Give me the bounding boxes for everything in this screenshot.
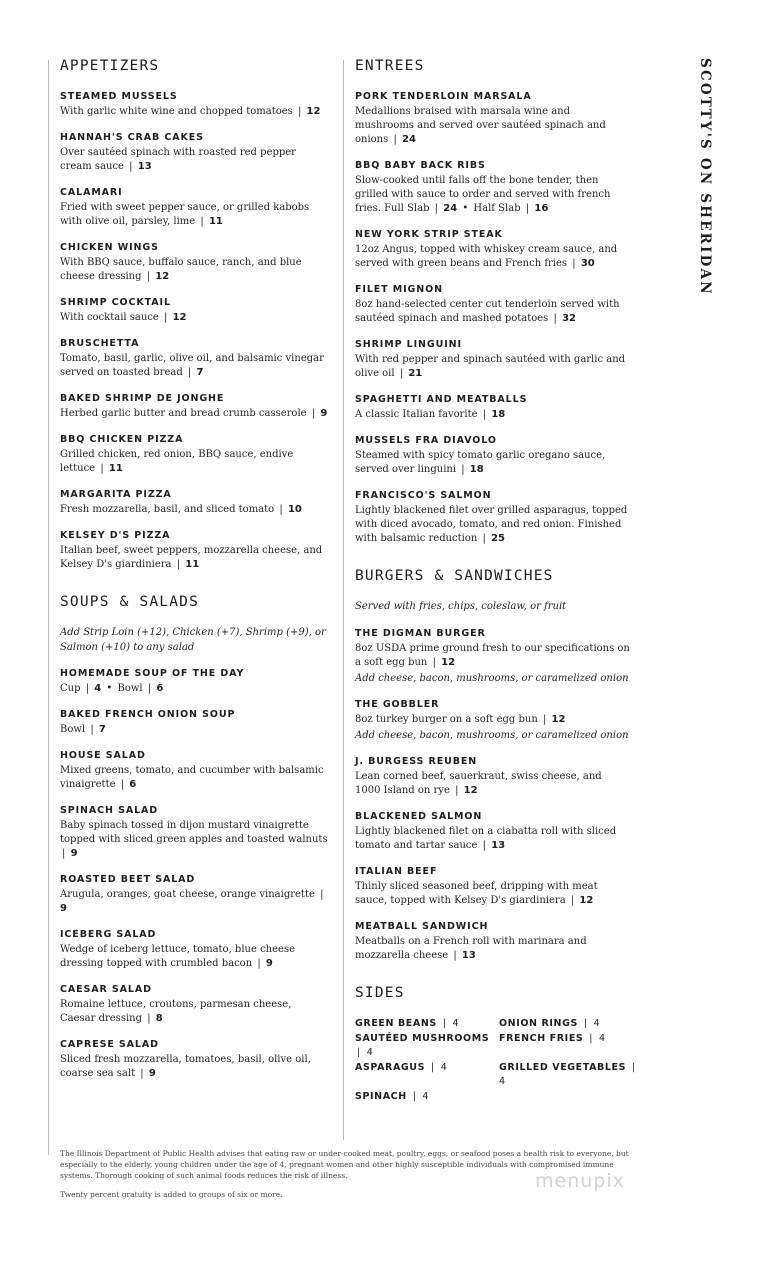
side-price: 4 (440, 1061, 448, 1073)
description-text: Cup (60, 683, 81, 694)
side-price: 4 (452, 1017, 460, 1029)
item-name: CAESAR SALAD (60, 984, 152, 995)
side-item (355, 1090, 499, 1104)
item-price: 12 (579, 894, 594, 906)
description-text: Steamed with spicy tomato garlic oregano sauce, served over linguini (355, 450, 606, 475)
item-price: 12 (155, 271, 170, 282)
price-separator: | (200, 216, 204, 227)
item-addons: Add cheese, bacon, mushrooms, or caramelized onion (355, 729, 629, 741)
item-price: 9 (70, 848, 78, 859)
description-text: Lean corned beef, sauerkraut, swiss cheese, and 1000 Island on rye (355, 770, 602, 796)
description-text: A classic Italian favorite (355, 409, 478, 420)
column-divider-rule (343, 60, 344, 1140)
item-price: 4 (94, 683, 102, 694)
item-name: FILET MIGNON (355, 284, 443, 295)
price-separator: | (187, 367, 192, 378)
menu-item (60, 804, 328, 861)
item-description (355, 880, 630, 908)
item-description (355, 243, 630, 271)
price-separator: | (553, 313, 557, 324)
appetizers-list (60, 90, 328, 572)
item-price: 32 (562, 313, 576, 324)
item-description (355, 449, 630, 477)
description-text: Wedge of iceberg lettuce, tomato, blue cheese dressing topped with crumbled bacon (60, 944, 295, 969)
menu-item (60, 433, 328, 476)
menu-item (355, 90, 630, 147)
price-separator: | (279, 504, 283, 515)
description-text: 8oz USDA prime ground fresh to our specifications on a soft egg bun (355, 642, 630, 668)
menu-item (60, 241, 328, 284)
item-price: 9 (60, 903, 67, 914)
menu-item (355, 810, 630, 853)
item-price: 7 (98, 724, 106, 735)
menu-item (355, 338, 630, 381)
portion-label: Bowl (117, 683, 143, 694)
price-separator: | (542, 713, 547, 725)
item-description (355, 174, 630, 216)
salad-addons-note (60, 626, 328, 655)
menu-item (60, 186, 328, 229)
item-price: 9 (265, 958, 273, 969)
item-addons: Add cheese, bacon, mushrooms, or caramelized onion (355, 672, 629, 684)
item-name: CALAMARI (60, 187, 123, 198)
menu-item (355, 434, 630, 477)
soups-salads-list (60, 667, 328, 1081)
price-separator: | (62, 848, 66, 859)
description-text: 8oz hand-selected center cut tenderloin served with sautéed spinach and mashed potatoes (355, 299, 620, 324)
menu-item (355, 283, 630, 326)
burgers-sandwiches-heading: BURGERS & SANDWICHES (355, 568, 554, 584)
item-name: BAKED FRENCH ONION SOUP (60, 709, 236, 720)
item-name: ROASTED BEET SALAD (60, 874, 196, 885)
item-name: THE GOBBLER (355, 698, 440, 710)
item-price: 11 (185, 559, 200, 570)
item-name: BBQ BABY BACK RIBS (355, 160, 486, 171)
menu-item (355, 489, 630, 546)
item-description (355, 825, 630, 853)
item-name: SPINACH SALAD (60, 805, 159, 816)
side-name: ASPARAGUS (355, 1061, 426, 1073)
item-price: 13 (491, 839, 506, 851)
item-description (60, 503, 328, 517)
price-separator: | (164, 312, 168, 323)
side-name: SAUTÉED MUSHROOMS (355, 1032, 490, 1044)
menu-item (60, 131, 328, 174)
description-text: Fresh mozzarella, basil, and sliced tomato (60, 504, 275, 515)
item-description (60, 819, 328, 861)
side-price: 4 (599, 1032, 606, 1044)
price-separator: | (482, 409, 487, 420)
item-name: SHRIMP COCKTAIL (60, 297, 171, 308)
item-name: HOMEMADE SOUP OF THE DAY (60, 668, 245, 679)
item-description (355, 408, 630, 422)
item-description (355, 504, 630, 546)
item-description (60, 105, 328, 119)
menu-item (355, 865, 630, 908)
description-text: Herbed garlic butter and bread crumb casserole (60, 408, 307, 419)
item-description (60, 764, 328, 792)
item-price: 12 (172, 312, 187, 323)
item-name: STEAMED MUSSELS (60, 91, 178, 102)
side-item (499, 1032, 639, 1060)
watermark-logo: menupix (535, 1170, 625, 1192)
item-name: BRUSCHETTA (60, 338, 140, 349)
menu-item (60, 1038, 328, 1081)
item-name: MARGARITA PIZZA (60, 489, 172, 500)
description-text: With cocktail sauce (60, 312, 159, 323)
description-text: Thinly sliced seasoned beef, dripping with meat sauce, topped with Kelsey D's giardiniera (355, 880, 598, 906)
price-separator: | (434, 203, 439, 214)
price-separator: | (129, 161, 133, 172)
gratuity-notice: Twenty percent gratuity is added to groups of six or more. (60, 1190, 283, 1199)
soups-salads-heading: SOUPS & SALADS (60, 594, 200, 610)
description-text: Slow-cooked until falls off the bone tender, then grilled with sauce to order and served with french fries. (355, 175, 611, 214)
price-separator: | (482, 533, 486, 544)
price-separator: | (442, 1017, 447, 1029)
description-text: Over sautéed spinach with roasted red pepper cream sauce (60, 147, 296, 172)
menu-item (60, 873, 328, 916)
item-description (60, 201, 328, 229)
price-separator: | (432, 656, 436, 668)
sides-heading: SIDES (355, 984, 405, 1001)
side-item (355, 1017, 499, 1031)
appetizers-heading: APPETIZERS (60, 58, 160, 74)
salad-addons-text: Add Strip Loin (+12), Chicken (+7), Shrimp (+9), or Salmon (+10) to any salad (60, 627, 326, 653)
item-description (355, 770, 630, 798)
price-separator: | (120, 779, 125, 790)
price-separator: | (461, 464, 465, 475)
restaurant-name: SCOTTY'S ON SHERIDAN (697, 58, 713, 296)
menu-item (355, 159, 630, 216)
item-price: 9 (148, 1068, 156, 1079)
portion-price: 6 (156, 683, 164, 694)
menu-item (355, 228, 630, 271)
description-text: Bowl (60, 724, 86, 735)
item-description (60, 544, 328, 572)
item-price: 18 (491, 409, 506, 420)
price-separator: | (482, 839, 486, 851)
item-description (60, 682, 328, 696)
menu-item (355, 393, 630, 422)
price-separator: | (570, 894, 575, 906)
menu-item (355, 698, 630, 743)
price-separator: | (430, 1061, 435, 1073)
menu-item (60, 529, 328, 572)
item-price: 11 (108, 463, 123, 474)
item-name: BBQ CHICKEN PIZZA (60, 434, 184, 445)
item-description (60, 256, 328, 284)
item-price: 7 (196, 367, 204, 378)
item-description (60, 1053, 328, 1081)
side-price: 4 (366, 1046, 374, 1058)
description-text: Grilled chicken, red onion, BBQ sauce, endive lettuce (60, 449, 294, 474)
sides-list (355, 1017, 636, 1104)
item-price: 21 (408, 368, 423, 379)
portion-price: 24 (443, 203, 458, 214)
menu-item (60, 983, 328, 1026)
price-separator: | (90, 724, 94, 735)
portion-price: 16 (534, 203, 549, 214)
item-description (355, 935, 630, 963)
menu-item (60, 749, 328, 792)
price-separator: | (85, 683, 90, 694)
price-separator: | (147, 683, 152, 694)
bullet-separator: • (459, 203, 472, 214)
description-text: Italian beef, sweet peppers, mozzarella cheese, and Kelsey D's giardiniera (60, 545, 323, 570)
burgers-list (355, 627, 630, 963)
item-description (60, 352, 328, 380)
description-text: Mixed greens, tomato, and cucumber with balsamic vinaigrette (60, 765, 324, 790)
price-separator: | (297, 106, 302, 117)
description-text: 12oz Angus, topped with whiskey cream sauce, and served with green beans and French fries (355, 244, 618, 269)
item-description (355, 713, 630, 727)
price-separator: | (100, 463, 104, 474)
price-separator: | (311, 408, 316, 419)
portion-label: Full Slab (384, 203, 430, 214)
description-text: Sliced fresh mozzarella, tomatoes, basil, olive oil, coarse sea salt (60, 1054, 311, 1079)
menu-item (60, 296, 328, 325)
item-name: KELSEY D'S PIZZA (60, 530, 171, 541)
item-price: 12 (306, 106, 321, 117)
menu-item (60, 708, 328, 737)
side-item (499, 1017, 639, 1031)
price-separator: | (525, 203, 530, 214)
item-name: HANNAH'S CRAB CAKES (60, 132, 204, 143)
item-name: HOUSE SALAD (60, 750, 146, 761)
item-name: MUSSELS FRA DIAVOLO (355, 435, 497, 446)
price-separator: | (176, 559, 181, 570)
item-price: 11 (208, 216, 223, 227)
item-price: 12 (463, 784, 478, 796)
burgers-served-with-note: Served with fries, chips, coleslaw, or fruit (355, 601, 567, 612)
menu-item (60, 488, 328, 517)
bullet-separator: • (103, 683, 116, 694)
price-separator: | (357, 1046, 361, 1058)
description-text: Romaine lettuce, croutons, parmesan cheese, Caesar dressing (60, 999, 292, 1024)
item-name: SHRIMP LINGUINI (355, 339, 462, 350)
side-name: SPINACH (355, 1090, 407, 1102)
price-separator: | (632, 1061, 636, 1073)
menu-item (60, 90, 328, 119)
portion-label: Half Slab (473, 203, 521, 214)
item-name: SPAGHETTI AND MEATBALLS (355, 394, 528, 405)
price-separator: | (455, 784, 459, 796)
item-description (355, 105, 630, 147)
item-name: PORK TENDERLOIN MARSALA (355, 91, 532, 102)
item-price: 12 (441, 656, 456, 668)
item-description (60, 311, 328, 325)
price-separator: | (147, 1013, 151, 1024)
item-name: BAKED SHRIMP DE JONGHE (60, 393, 225, 404)
description-text: Tomato, basil, garlic, olive oil, and balsamic vinegar served on toasted bread (60, 353, 324, 378)
menu-item (60, 667, 328, 696)
side-name: FRENCH FRIES (499, 1032, 584, 1044)
price-separator: | (393, 134, 397, 145)
item-price: 10 (287, 504, 302, 515)
description-text: With garlic white wine and chopped tomatoes (60, 106, 293, 117)
item-name: J. BURGESS REUBEN (355, 755, 478, 767)
item-description (355, 298, 630, 326)
description-text: Medallions braised with marsala wine and mushrooms and served over sautéed spinach and onions (355, 106, 606, 145)
item-name: NEW YORK STRIP STEAK (355, 229, 503, 240)
item-description (60, 888, 328, 916)
description-text: Fried with sweet pepper sauce, or grilled kabobs with olive oil, parsley, lime (60, 202, 310, 227)
price-separator: | (583, 1017, 588, 1029)
menu-item (355, 920, 630, 963)
item-price: 13 (137, 161, 152, 172)
side-name: ONION RINGS (499, 1017, 578, 1029)
menu-item (355, 755, 630, 798)
price-separator: | (572, 258, 576, 269)
side-price: 4 (422, 1090, 430, 1102)
item-name: ICEBERG SALAD (60, 929, 157, 940)
item-description (355, 353, 630, 381)
item-price: 6 (129, 779, 137, 790)
item-price: 9 (320, 408, 328, 419)
description-text: Lightly blackened filet over grilled asparagus, topped with diced avocado, tomato, and red onion. Finished with balsamic reduction (355, 505, 628, 544)
item-price: 8 (155, 1013, 163, 1024)
item-description (60, 723, 328, 737)
item-name: BLACKENED SALMON (355, 810, 483, 822)
menu-item (60, 392, 328, 421)
item-name: CHICKEN WINGS (60, 242, 159, 253)
side-item (355, 1061, 499, 1089)
item-description (60, 448, 328, 476)
description-text: Lightly blackened filet on a ciabatta roll with sliced tomato and tartar sauce (355, 825, 617, 851)
item-price: 30 (580, 258, 595, 269)
side-item (355, 1032, 499, 1060)
menu-item (60, 928, 328, 971)
entrees-list (355, 90, 630, 546)
price-separator: | (453, 949, 457, 961)
item-price: 12 (551, 713, 566, 725)
item-name: ITALIAN BEEF (355, 865, 438, 877)
item-name: FRANCISCO'S SALMON (355, 490, 492, 501)
left-column (60, 58, 328, 1093)
price-separator: | (589, 1032, 594, 1044)
menu-item (60, 337, 328, 380)
price-separator: | (257, 958, 261, 969)
item-price: 13 (461, 949, 476, 961)
description-text: With red pepper and spinach sautéed with garlic and olive oil (355, 354, 626, 379)
description-text: Meatballs on a French roll with marinara and mozzarella cheese (355, 935, 587, 961)
menu-item (355, 627, 630, 686)
left-margin-rule (48, 60, 49, 1155)
side-price: 4 (499, 1075, 506, 1087)
price-separator: | (140, 1068, 144, 1079)
item-name: THE DIGMAN BURGER (355, 627, 486, 639)
side-name: GRILLED VEGETABLES (499, 1061, 627, 1073)
description-text: With BBQ sauce, buffalo sauce, ranch, and blue cheese dressing (60, 257, 302, 282)
item-price: 18 (469, 464, 484, 475)
item-price: 24 (402, 134, 416, 145)
item-description (355, 642, 630, 670)
entrees-heading: ENTREES (355, 58, 425, 74)
price-separator: | (399, 368, 404, 379)
price-separator: | (146, 271, 151, 282)
description-text: Baby spinach tossed in dijon mustard vinaigrette topped with sliced green apples and toasted walnuts (60, 820, 328, 845)
item-description (60, 146, 328, 174)
item-description (60, 998, 328, 1026)
side-name: GREEN BEANS (355, 1017, 437, 1029)
side-price: 4 (593, 1017, 601, 1029)
price-separator: | (412, 1090, 417, 1102)
description-text: 8oz turkey burger on a soft egg bun (355, 713, 538, 725)
item-name: MEATBALL SANDWICH (355, 920, 489, 932)
item-description (60, 407, 328, 421)
description-text: Arugula, oranges, goat cheese, orange vinaigrette (60, 889, 315, 900)
side-item (499, 1061, 639, 1089)
health-advisory: The Illinois Department of Public Health advises that eating raw or under-cooked meat, poultry, eggs, or seafood poses a health risk to everyone, but especially to the elderly, young children under the age of 4, pregnant women and other highly susceptible individuals with compromised immune systems. Thorough cooking of such animal foods reduces the risk of illness. (60, 1149, 629, 1180)
price-separator: | (320, 889, 324, 900)
item-price: 25 (491, 533, 506, 544)
item-name: CAPRESE SALAD (60, 1039, 159, 1050)
right-column (355, 58, 636, 1104)
item-description (60, 943, 328, 971)
